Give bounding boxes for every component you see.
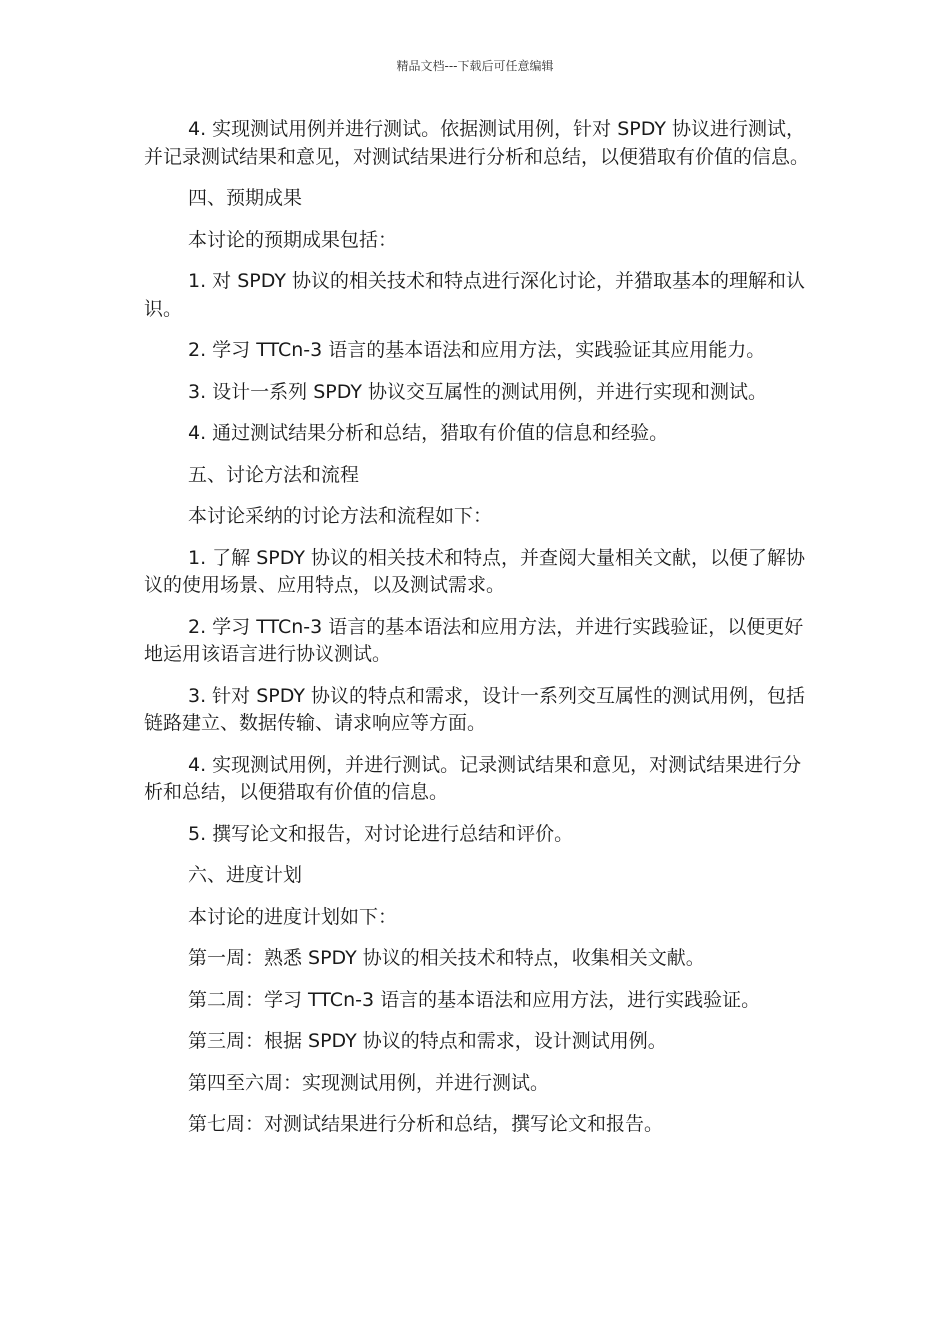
list-item-method-3: 3. 针对 SPDY 协议的特点和需求，设计一系列交互属性的测试用例，包括链路建立、数据传输、请求响应等方面。 xyxy=(144,684,805,734)
paragraph-results-intro: 本讨论的预期成果包括： xyxy=(188,228,398,251)
list-item-result-3: 3. 设计一系列 SPDY 协议交互属性的测试用例，并进行实现和测试。 xyxy=(188,380,767,403)
section-heading-schedule: 六、进度计划 xyxy=(188,864,303,886)
paragraph-schedule-intro: 本讨论的进度计划如下： xyxy=(188,905,398,928)
list-item-method-4: 4. 实现测试用例，并进行测试。记录测试结果和意见，对测试结果进行分析和总结，以便猎取有价值的信息。 xyxy=(144,753,802,803)
list-item-method-2: 2. 学习 TTCn-3 语言的基本语法和应用方法，并进行实践验证，以便更好地运用该语言进行协议测试。 xyxy=(144,615,804,665)
section-heading-expected-results: 四、预期成果 xyxy=(188,187,303,209)
list-item-result-4: 4. 通过测试结果分析和总结，猎取有价值的信息和经验。 xyxy=(188,422,669,444)
schedule-item-week-1: 第一周：熟悉 SPDY 协议的相关技术和特点，收集相关文献。 xyxy=(188,947,705,969)
list-item-method-1: 1. 了解 SPDY 协议的相关技术和特点，并查阅大量相关文献，以便了解协议的使用场景、应用特点，以及测试需求。 xyxy=(144,546,805,596)
section-heading-methods: 五、讨论方法和流程 xyxy=(188,463,360,486)
schedule-item-week-7: 第七周：对测试结果进行分析和总结，撰写论文和报告。 xyxy=(188,1113,664,1135)
list-item-method-5: 5. 撰写论文和报告，对讨论进行总结和评价。 xyxy=(188,822,574,845)
schedule-item-week-4-6: 第四至六周：实现测试用例，并进行测试。 xyxy=(188,1071,550,1094)
paragraph-step4-implementation: 4. 实现测试用例并进行测试。依据测试用例，针对 SPDY 协议进行测试，并记录测试结果和意见，对测试结果进行分析和总结，以便猎取有价值的信息。 xyxy=(144,118,810,168)
paragraph-methods-intro: 本讨论采纳的讨论方法和流程如下： xyxy=(188,505,493,527)
page-header: 精品文档---下载后可任意编辑 xyxy=(396,59,554,73)
document-body xyxy=(144,116,812,1153)
schedule-item-week-3: 第三周：根据 SPDY 协议的特点和需求，设计测试用例。 xyxy=(188,1030,667,1052)
schedule-item-week-2: 第二周：学习 TTCn-3 语言的基本语法和应用方法，进行实践验证。 xyxy=(188,988,761,1011)
list-item-result-2: 2. 学习 TTCn-3 语言的基本语法和应用方法，实践验证其应用能力。 xyxy=(188,339,766,361)
list-item-result-1: 1. 对 SPDY 协议的相关技术和特点进行深化讨论，并猎取基本的理解和认识。 xyxy=(144,270,805,320)
